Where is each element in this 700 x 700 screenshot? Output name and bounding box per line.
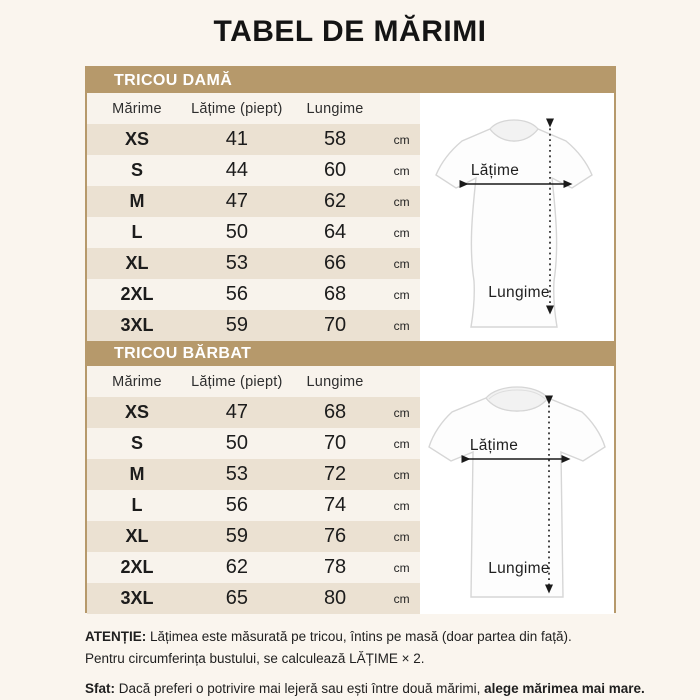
length-cell: 74	[323, 494, 347, 516]
size-cell: S	[130, 160, 143, 180]
size-cell: 3XL	[120, 315, 154, 335]
width-cell: 65	[225, 587, 248, 609]
size-cell: 2XL	[120, 557, 154, 577]
length-cell: 64	[323, 221, 347, 243]
size-cell: L	[131, 222, 143, 242]
width-cell: 41	[225, 128, 248, 150]
col-header-length: Lungime	[306, 100, 364, 117]
col-header-length: Lungime	[306, 373, 364, 390]
width-cell: 53	[225, 463, 248, 485]
attention-note	[85, 626, 645, 648]
unit-cell: cm	[393, 287, 410, 302]
size-cell: M	[129, 191, 145, 211]
size-row	[87, 521, 420, 552]
length-cell: 76	[323, 525, 347, 547]
length-cell: 68	[323, 401, 347, 423]
unit-cell: cm	[393, 560, 410, 575]
length-cell: 62	[323, 190, 347, 212]
length-cell: 66	[323, 252, 347, 274]
width-cell: 59	[225, 525, 248, 547]
width-cell: 53	[225, 252, 248, 274]
length-cell: 70	[323, 314, 347, 336]
unit-cell: cm	[393, 256, 410, 271]
size-row	[87, 310, 420, 341]
size-table-men	[87, 366, 420, 614]
section-men	[87, 341, 614, 614]
tshirt-men-illustration	[420, 366, 614, 614]
width-cell: 56	[225, 494, 248, 516]
unit-cell: cm	[393, 529, 410, 544]
tshirt-diagram-men	[420, 366, 614, 614]
length-cell: 70	[323, 432, 347, 454]
size-row	[87, 155, 420, 186]
unit-cell: cm	[393, 225, 410, 240]
table-header-row	[87, 366, 420, 397]
size-chart-panel	[85, 66, 616, 613]
size-cell: XL	[125, 253, 149, 273]
width-cell: 50	[225, 432, 248, 454]
length-label-women: Lungime	[488, 284, 550, 301]
size-cell: XS	[124, 129, 149, 149]
size-row	[87, 248, 420, 279]
length-cell: 78	[323, 556, 347, 578]
size-row	[87, 186, 420, 217]
size-table-women	[87, 93, 420, 341]
tip-bold-text: alege mărimea mai mare.	[484, 681, 645, 696]
tip-text: Dacă preferi o potrivire mai lejeră sau ești între două mărimi,	[115, 681, 485, 696]
width-cell: 62	[225, 556, 248, 578]
tip-label: Sfat:	[85, 681, 115, 696]
size-row	[87, 124, 420, 155]
size-row	[87, 490, 420, 521]
size-row	[87, 552, 420, 583]
width-cell: 56	[225, 283, 248, 305]
col-header-size: Mărime	[112, 373, 162, 390]
col-header-unit	[383, 366, 420, 397]
unit-cell: cm	[393, 132, 410, 147]
size-cell: M	[129, 464, 145, 484]
section-header-men	[87, 341, 614, 366]
length-cell: 72	[323, 463, 347, 485]
width-cell: 47	[225, 401, 248, 423]
unit-cell: cm	[393, 194, 410, 209]
table-header-row	[87, 93, 420, 124]
unit-cell: cm	[393, 498, 410, 513]
size-row	[87, 583, 420, 614]
attention-note-line2: Pentru circumferința bustului, se calculează LĂȚIME × 2.	[85, 651, 425, 666]
section-title-women: TRICOU DAMĂ	[114, 72, 233, 89]
page-title: TABEL DE MĂRIMI	[213, 15, 487, 48]
width-label-women: Lățime	[470, 162, 520, 179]
size-cell: 2XL	[120, 284, 154, 304]
length-cell: 68	[323, 283, 347, 305]
col-header-width: Lățime (piept)	[191, 373, 283, 390]
col-header-size: Mărime	[112, 100, 162, 117]
size-row	[87, 459, 420, 490]
unit-cell: cm	[393, 591, 410, 606]
unit-cell: cm	[393, 436, 410, 451]
attention-label: ATENȚIE:	[85, 629, 147, 644]
unit-cell: cm	[393, 163, 410, 178]
tip-note	[85, 678, 645, 700]
width-label-men: Lățime	[469, 437, 519, 454]
width-cell: 44	[225, 159, 248, 181]
size-row	[87, 217, 420, 248]
section-body-women	[87, 93, 614, 341]
length-cell: 80	[323, 587, 347, 609]
section-women	[87, 68, 614, 341]
length-cell: 60	[323, 159, 347, 181]
size-cell: XS	[124, 402, 149, 422]
attention-text: Lățimea este măsurată pe tricou, întins pe masă (doar partea din față).	[146, 629, 572, 644]
size-cell: L	[131, 495, 143, 515]
size-cell: 3XL	[120, 588, 154, 608]
size-cell: S	[130, 433, 143, 453]
section-header-women	[87, 68, 614, 93]
length-cell: 58	[323, 128, 347, 150]
size-row	[87, 279, 420, 310]
width-cell: 59	[225, 314, 248, 336]
section-body-men	[87, 366, 614, 614]
unit-cell: cm	[393, 318, 410, 333]
tshirt-diagram-women	[420, 93, 614, 341]
size-row	[87, 397, 420, 428]
width-cell: 47	[225, 190, 248, 212]
size-cell: XL	[125, 526, 149, 546]
tshirt-women-illustration	[420, 93, 614, 341]
unit-cell: cm	[393, 405, 410, 420]
width-cell: 50	[225, 221, 248, 243]
footer-notes	[85, 626, 645, 700]
col-header-width: Lățime (piept)	[191, 100, 283, 117]
section-title-men: TRICOU BĂRBAT	[114, 345, 252, 362]
col-header-unit	[383, 93, 420, 124]
size-row	[87, 428, 420, 459]
length-label-men: Lungime	[488, 560, 550, 577]
unit-cell: cm	[393, 467, 410, 482]
